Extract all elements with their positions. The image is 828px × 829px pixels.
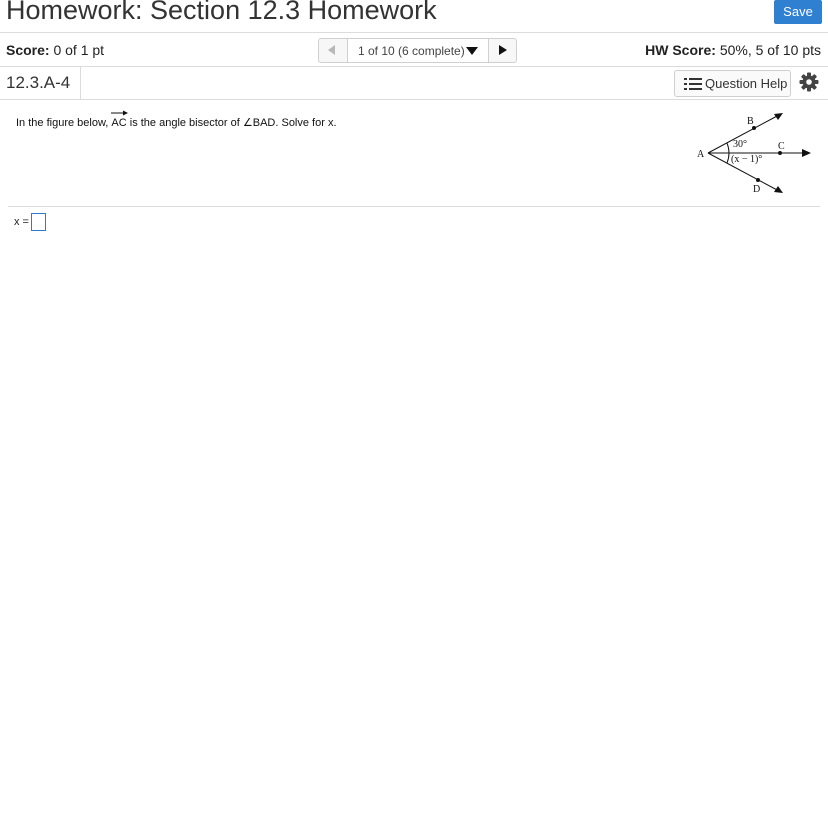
question-select[interactable] <box>348 39 488 62</box>
triangle-left-icon <box>328 45 335 55</box>
hw-score-label: HW Score: <box>645 42 716 58</box>
score-label: Score: <box>6 42 50 58</box>
gear-icon[interactable] <box>799 72 819 92</box>
score-value: 0 of 1 pt <box>53 42 105 58</box>
page-title: Homework: Section 12.3 Homework <box>6 0 437 25</box>
question-bar <box>0 67 828 100</box>
save-button[interactable]: Save <box>774 0 822 24</box>
label-a: A <box>697 149 705 160</box>
angle-bottom-label: (x − 1)° <box>731 154 763 165</box>
label-b: B <box>747 116 754 127</box>
arrowhead-c <box>802 149 811 157</box>
ray-arrow-icon <box>111 110 128 116</box>
ray-ac: AC <box>111 117 126 129</box>
answer-input[interactable] <box>31 213 46 231</box>
question-help-label: Question Help <box>705 76 788 91</box>
list-icon <box>684 78 702 90</box>
triangle-right-icon <box>499 45 507 55</box>
angle-bisector-figure <box>693 108 813 198</box>
question-id: 12.3.A-4 <box>6 73 71 92</box>
label-d: D <box>753 184 761 195</box>
hw-score <box>645 42 821 58</box>
next-question-button[interactable] <box>488 39 517 62</box>
divider <box>80 67 81 99</box>
question-navigator <box>318 38 517 63</box>
angle-top-label: 30° <box>733 139 747 150</box>
title-bar <box>0 0 828 33</box>
question-select-value: 1 of 10 (6 complete) <box>358 44 465 58</box>
separator <box>8 206 820 207</box>
label-c: C <box>778 141 785 152</box>
score <box>6 42 104 58</box>
question-help-button[interactable] <box>674 70 791 97</box>
hw-score-value: 50%, 5 of 10 pts <box>719 42 821 58</box>
triangle-down-icon <box>466 47 478 55</box>
score-bar <box>0 33 828 67</box>
angle-symbol: ∠ <box>242 117 253 129</box>
question-text: In the figure below, AC is the angle bisector of ∠BAD. Solve for x. <box>16 116 337 129</box>
previous-question-button[interactable] <box>319 39 348 62</box>
point-d <box>756 178 760 182</box>
answer-label: x = <box>14 216 29 228</box>
